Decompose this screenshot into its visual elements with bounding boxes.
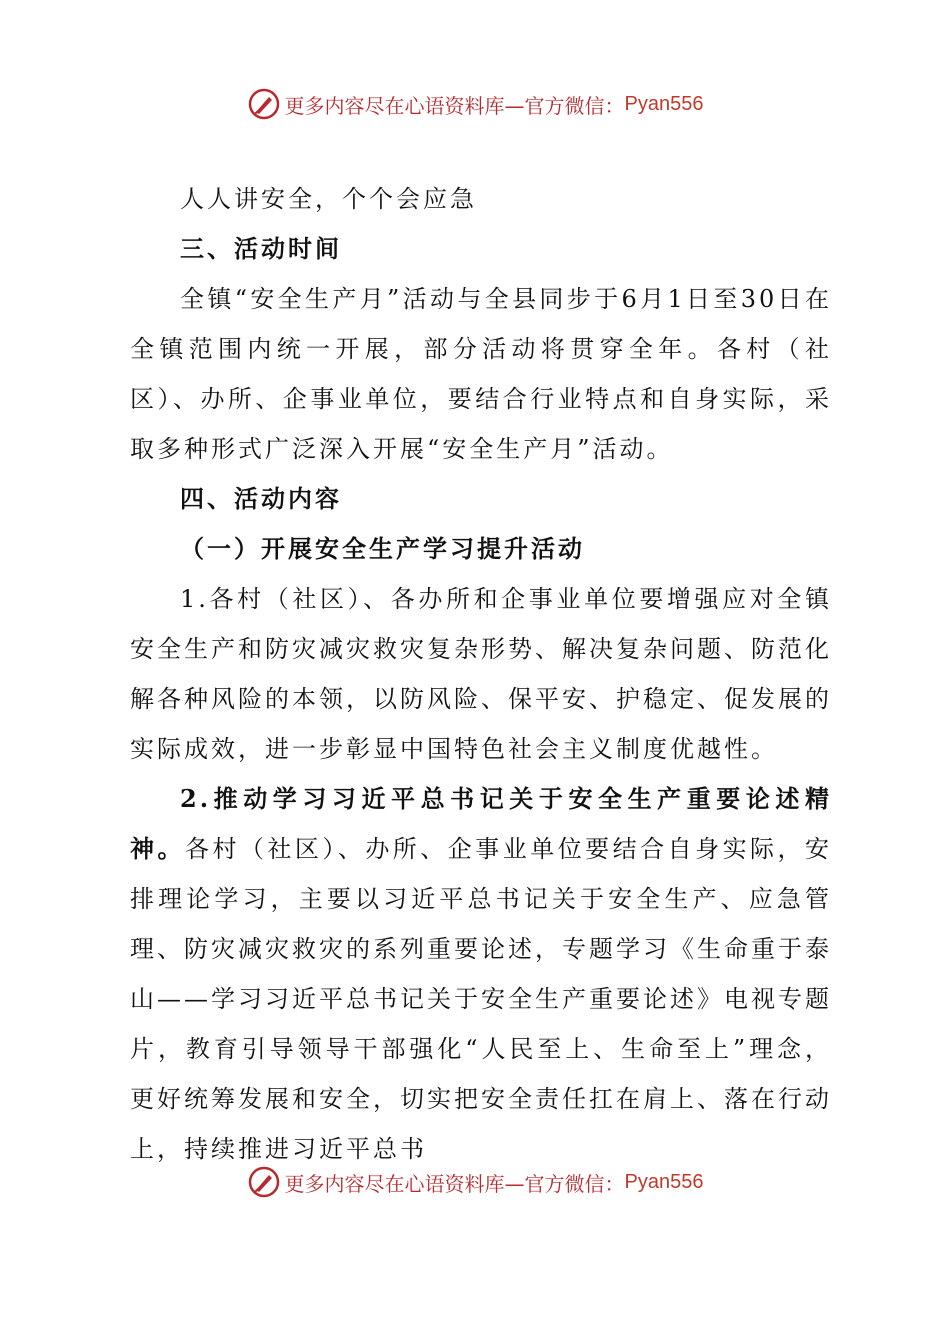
watermark-footer (0, 1162, 950, 1202)
pen-seal-logo-icon (247, 1165, 281, 1199)
section-heading-4: 四、活动内容 (180, 484, 342, 513)
paragraph-item-1: 1.各村（社区）、各办所和企事业单位要增强应对全镇安全生产和防灾减灾救灾复杂形势、解决复杂问题、防范化解各种风险的本领，以防风险、保平安、护稳定、促发展的实际成效，进一步彰显中国特色社会主义制度优越性。 (130, 585, 832, 763)
watermark-text: 更多内容尽在心语资料库—官方微信： (284, 93, 625, 118)
paragraph-item-2 (130, 774, 832, 1174)
paragraph-activity-time: 全镇“安全生产月”活动与全县同步于6月1日至30日在全镇范围内统一开展，部分活动将贯穿全年。各村（社区）、办所、企事业单位，要结合行业特点和自身实际，采取多种形式广泛深入开展“安全生产月”活动。 (130, 285, 832, 463)
watermark-text: 更多内容尽在心语资料库—官方微信： (284, 1171, 625, 1196)
item-2-body: 各村（社区）、办所、企事业单位要结合自身实际，安排理论学习，主要以习近平总书记关于安全生产、应急管理、防灾减灾救灾的系列重要论述，专题学习《生命重于泰山——学习习近平总书记关于安全生产重要论述》电视专题片，教育引导领导干部强化“人民至上、生命至上”理念，更好统筹发展和安全，切实把安全责任扛在肩上、落在行动上，持续推进习近平总书 (130, 835, 833, 1163)
watermark-header (0, 84, 950, 124)
slogan-line: 人人讲安全，个个会应急 (180, 185, 477, 213)
item-2-title: 2.推动学习习近平总书记关于安全生产重要论述精神。 (130, 784, 832, 863)
pen-seal-logo-icon (247, 87, 281, 121)
document-body (130, 174, 832, 1174)
watermark-wechat-id: Pyan556 (624, 1170, 704, 1193)
subsection-heading-1: （一）开展安全生产学习提升活动 (180, 534, 585, 563)
watermark-wechat-id: Pyan556 (624, 92, 704, 115)
section-heading-3: 三、活动时间 (180, 234, 342, 263)
